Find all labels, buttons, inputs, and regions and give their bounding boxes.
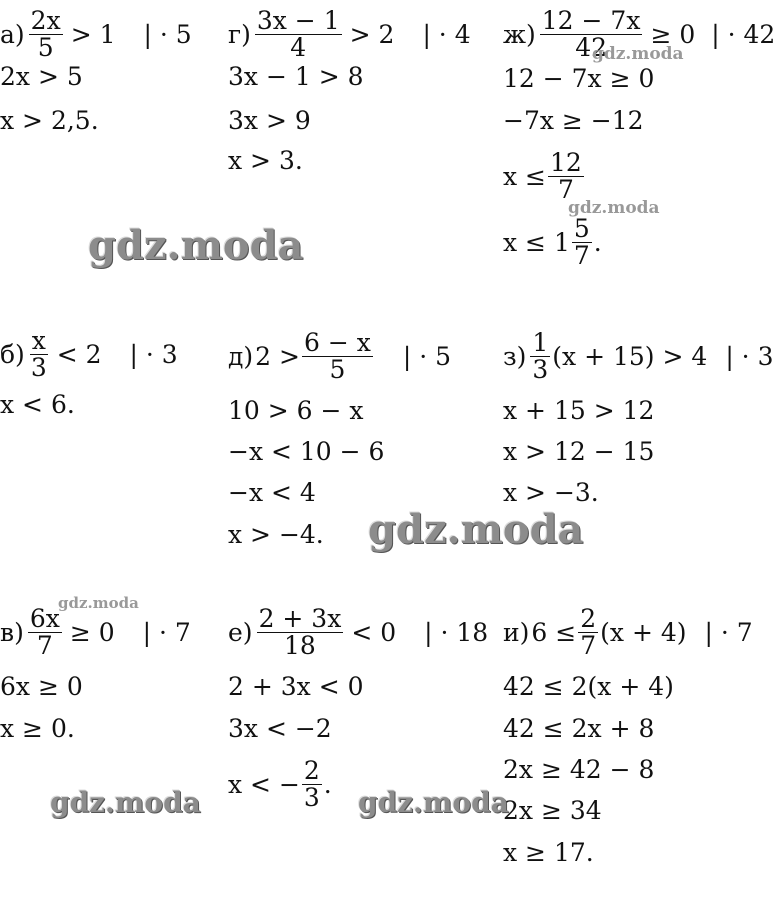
solution-line: −x < 4 <box>228 478 316 507</box>
problem-label: в) <box>0 617 24 647</box>
fraction: $\frac{6x}{7}$ <box>29 604 60 660</box>
fraction: $\frac{3x - 1}{4}$ <box>256 6 340 62</box>
solution-line: 10 > 6 − x <box>228 396 364 425</box>
fraction: $\frac{1}{3}$ <box>532 328 549 384</box>
solution-line: x > −4. <box>228 520 324 549</box>
problem-g-header: г) $\frac{3x - 1}{4}$ > 2 | · 4 <box>228 6 471 62</box>
watermark: gdz.moda <box>592 44 684 64</box>
problem-d-header: д) 2 > $\frac{6 - x}{5}$ | · 5 <box>228 328 451 384</box>
problem-label: д) <box>228 341 254 371</box>
problem-b-header: б) $\frac{x}{3}$ < 2 | · 3 <box>0 326 178 382</box>
fraction: $\frac{x}{3}$ <box>30 326 47 382</box>
watermark: gdz.moda <box>50 786 201 819</box>
watermark: gdz.moda <box>88 222 304 269</box>
watermark: gdz.moda <box>368 506 584 553</box>
problem-label: г) <box>228 19 251 49</box>
problem-z-header: з) $\frac{1}{3}$ (x + 15) > 4 | · 3 <box>503 328 774 384</box>
solution-line: x ≤ 1 $\frac{5}{7}$ . <box>503 214 602 270</box>
problem-a-header: а) $\frac{2x}{5}$ > 1 | · 5 <box>0 6 192 62</box>
solution-line: 2x ≥ 34 <box>503 796 602 825</box>
watermark: gdz.moda <box>358 786 509 819</box>
solution-line: x ≥ 17. <box>503 838 594 867</box>
fraction: $\frac{6 - x}{5}$ <box>303 328 371 384</box>
solution-line: x ≥ 0. <box>0 714 75 743</box>
problem-zh-header: ж) $\frac{12 - 7x}{42}$ ≥ 0 | · 42 <box>503 6 775 62</box>
solution-line: 6x ≥ 0 <box>0 672 83 701</box>
multiplier: | · 4 <box>422 19 471 49</box>
multiplier: | · 7 <box>142 617 191 647</box>
solution-line: x + 15 > 12 <box>503 396 655 425</box>
fraction: $\frac{12 - 7x}{42}$ <box>541 6 641 62</box>
multiplier: | · 18 <box>424 617 489 647</box>
problem-i-header: и) 6 ≤ $\frac{2}{7}$ (x + 4) | · 7 <box>503 604 753 660</box>
solution-line: x > 12 − 15 <box>503 437 655 466</box>
fraction: $\frac{2 + 3x}{18}$ <box>258 604 342 660</box>
solution-line: 12 − 7x ≥ 0 <box>503 64 655 93</box>
solution-line: 3x − 1 > 8 <box>228 62 364 91</box>
multiplier: | · 7 <box>704 617 753 647</box>
solution-line: 42 ≤ 2(x + 4) <box>503 672 674 701</box>
fraction: $\frac{5}{7}$ <box>573 214 590 270</box>
fraction: $\frac{2x}{5}$ <box>30 6 61 62</box>
problem-label: е) <box>228 617 253 647</box>
solution-line: 2x ≥ 42 − 8 <box>503 755 655 784</box>
solution-line: −x < 10 − 6 <box>228 437 385 466</box>
solution-line: x < 6. <box>0 390 75 419</box>
problem-v-header: в) $\frac{6x}{7}$ ≥ 0 | · 7 <box>0 604 191 660</box>
solution-line: 2 + 3x < 0 <box>228 672 364 701</box>
fraction: $\frac{12}{7}$ <box>550 148 582 204</box>
fraction: $\frac{2}{7}$ <box>580 604 597 660</box>
solution-line: x > 3. <box>228 146 303 175</box>
solution-line: x < − $\frac{2}{3}$ . <box>228 756 332 812</box>
solution-line: 3x > 9 <box>228 106 311 135</box>
watermark: gdz.moda <box>58 594 139 612</box>
solution-line: 2x > 5 <box>0 62 83 91</box>
fraction: $\frac{2}{3}$ <box>303 756 320 812</box>
problem-label: и) <box>503 617 530 647</box>
watermark: gdz.moda <box>568 198 660 218</box>
multiplier: | · 3 <box>129 339 178 369</box>
solution-line: 3x < −2 <box>228 714 332 743</box>
solution-line: x > 2,5. <box>0 106 99 135</box>
problem-label: б) <box>0 339 25 369</box>
problem-label: а) <box>0 19 25 49</box>
multiplier: | · 5 <box>143 19 192 49</box>
problem-label: ж) <box>503 19 536 49</box>
multiplier: | · 42 <box>711 19 775 49</box>
solution-line: x ≤ $\frac{12}{7}$ <box>503 148 582 204</box>
problem-e-header: е) $\frac{2 + 3x}{18}$ < 0 | · 18 <box>228 604 489 660</box>
multiplier: | · 5 <box>402 341 451 371</box>
solution-line: −7x ≥ −12 <box>503 106 644 135</box>
problem-label: з) <box>503 341 527 371</box>
solution-line: x > −3. <box>503 478 599 507</box>
solution-line: 42 ≤ 2x + 8 <box>503 714 655 743</box>
multiplier: | · 3 <box>725 341 774 371</box>
